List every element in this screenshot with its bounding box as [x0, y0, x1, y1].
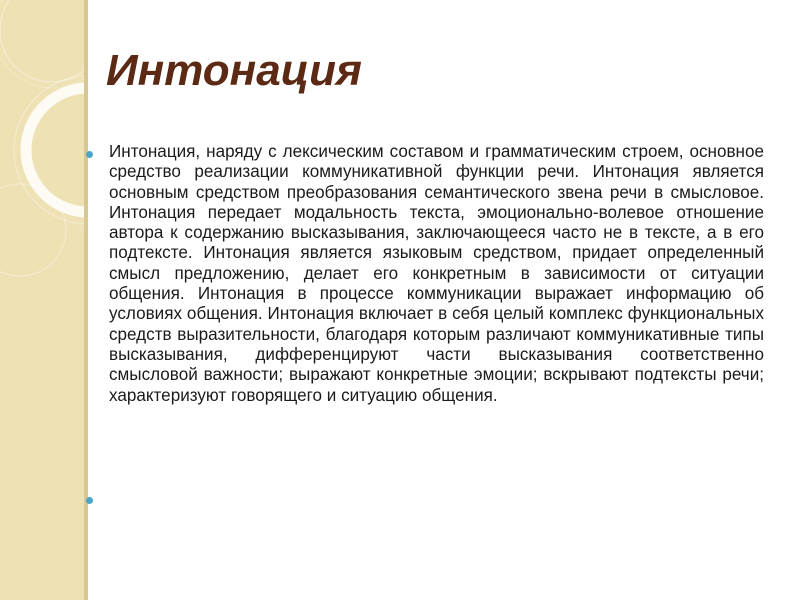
slide-title: Интонация	[106, 46, 362, 95]
bullet-dot-icon	[86, 151, 93, 158]
side-panel-edge	[84, 0, 88, 600]
bullet-dot-icon	[86, 497, 93, 504]
decorative-circles-graphic	[0, 0, 88, 600]
body-paragraph: Интонация, наряду с лексическим составом и грамматическим строем, основное средство реализации коммуникативной функции речи. Интонация является основным средством преобразования семантического звена речи в смысловое. Интонация передает модальность текста, эмоционально-волевое отношение автора к содержанию высказывания, заключающееся часто не в тексте, а в его подтексте. Интонация является языковым средством, придает определенный смысл предложению, делает его конкретным в зависимости от ситуации общения. Интонация в процессе коммуникации выражает информацию об условиях общения. Интонация включает в себя целый комплекс функциональных средств выразительности, благодаря которым различают коммуникативные типы высказывания, дифференцируют части высказывания соответственно смысловой важности; выражают конкретные эмоции; вскрывают подтексты речи; характеризуют говорящего и ситуацию общения.	[109, 142, 764, 405]
decorative-side-panel	[0, 0, 88, 600]
